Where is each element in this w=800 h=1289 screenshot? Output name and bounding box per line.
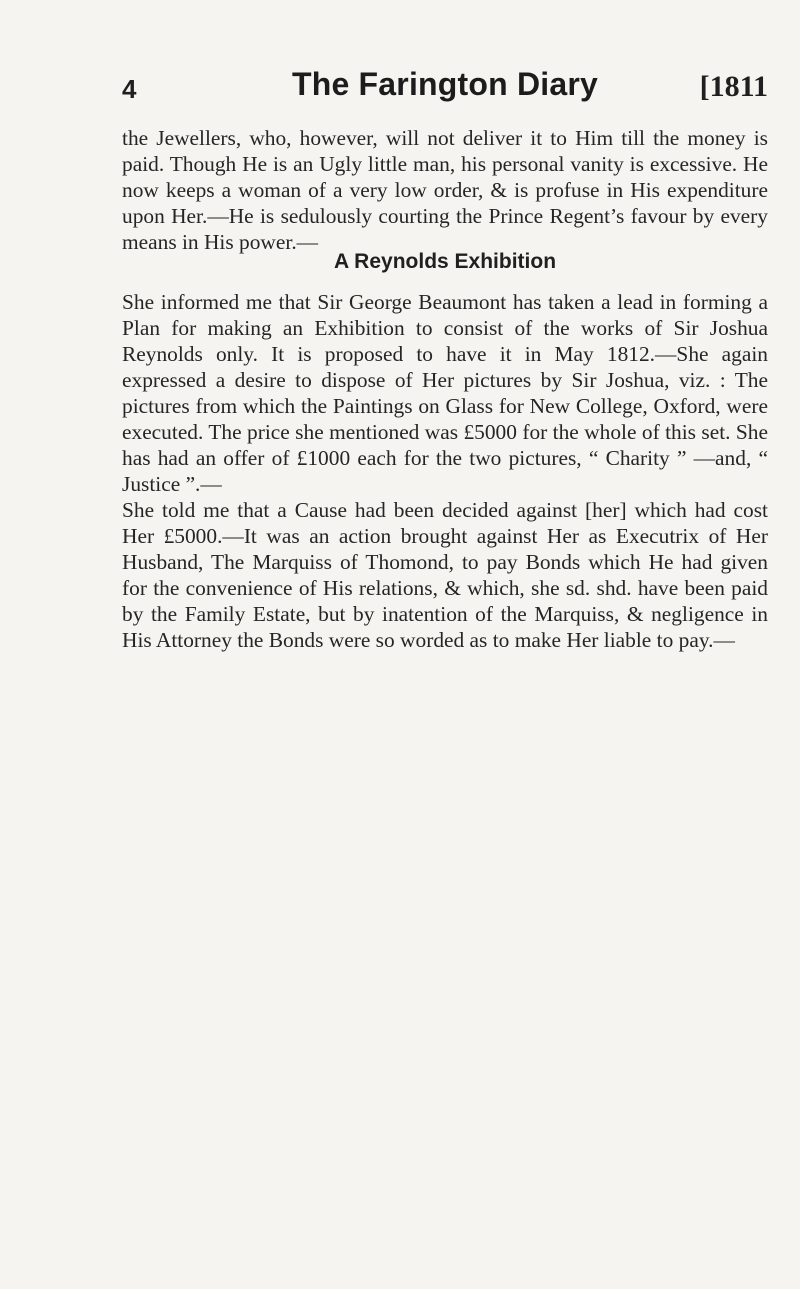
running-header	[122, 66, 768, 112]
running-title: The Farington Diary	[291, 66, 599, 102]
paragraph-3: She told me that a Cause had been decided against [her] which had cost Her £5000.—It was an action brought against Her as Executrix of Her Husband, The Marquiss of Thomond, to pay Bonds which He had given for the convenience of His relations, & which, she sd. shd. have been paid by the Family Estate, but by inatention of the Marquiss, & negligence in His Attorney the Bonds were so worded as to make Her liable to pay.—	[122, 498, 768, 652]
running-year: [1811	[699, 70, 768, 103]
paragraph-1: the Jewellers, who, however, will not deliver it to Him till the money is paid. Though He is an Ugly little man, his personal vanity is excessive. He now keeps a woman of a very low order, & is profuse in His expenditure upon Her.—He is sedulously courting the Prince Regent’s favour by every means in His power.—	[122, 126, 768, 254]
paragraph-2: She informed me that Sir George Beaumont has taken a lead in forming a Plan for making an Exhibition to consist of the works of Sir Joshua Reynolds only. It is proposed to have it in May 1812.—She again expressed a desire to dispose of Her pictures by Sir Joshua, viz. : The pictures from which the Paintings on Glass for New College, Oxford, were executed. The price she mentioned was £5000 for the whole of this set. She has had an offer of £1000 each for the two pictures, “ Charity ” —and, “ Justice ”.—	[122, 290, 768, 496]
section-heading: A Reynolds Exhibition	[333, 250, 557, 273]
body-text-main	[122, 289, 768, 653]
page-number: 4	[122, 74, 137, 104]
body-text-top	[122, 125, 768, 255]
